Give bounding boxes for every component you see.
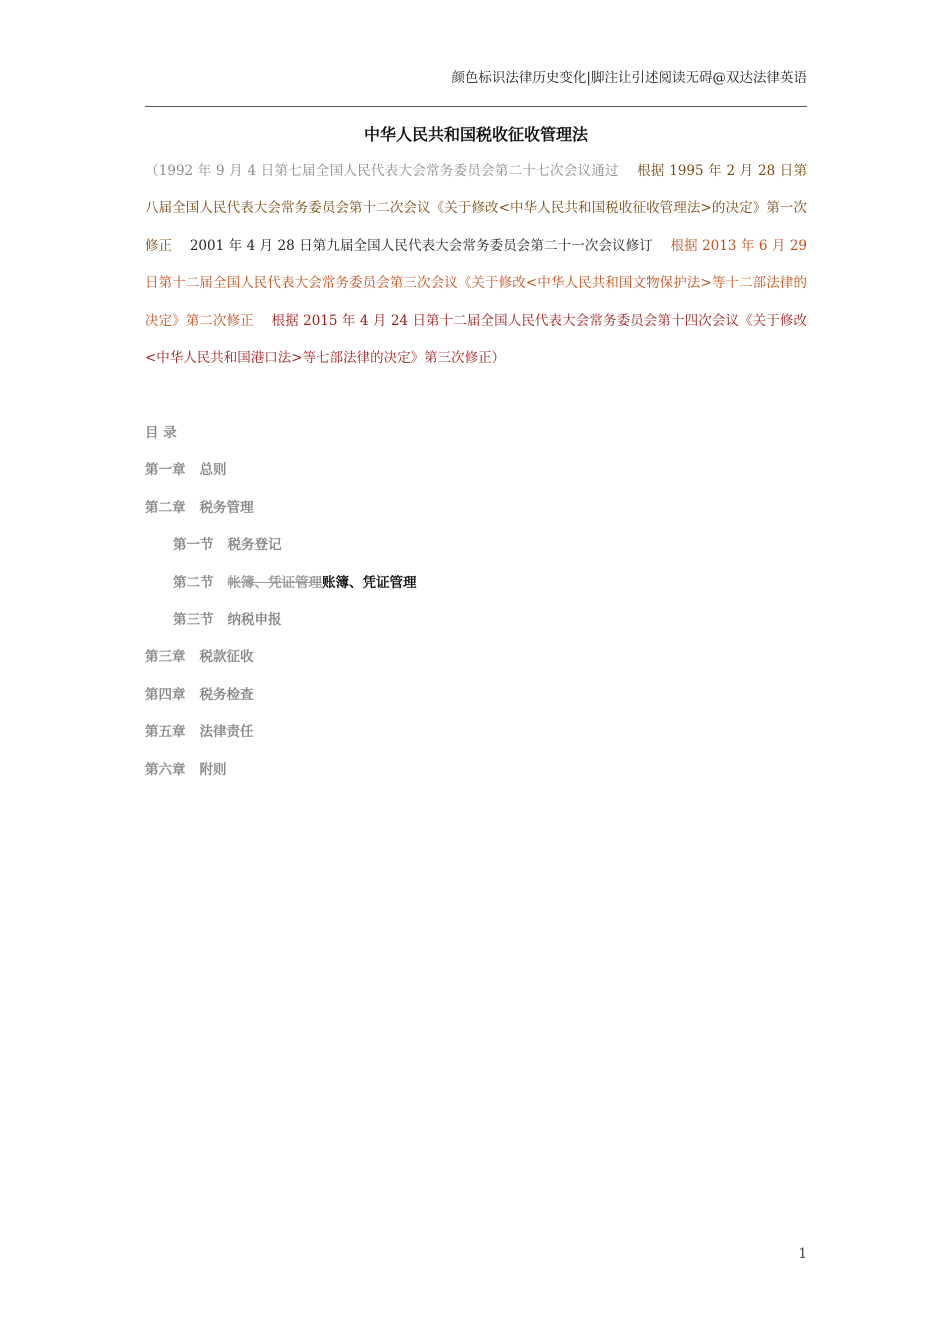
toc-section-title: 纳税申报 (227, 611, 282, 628)
history-2001: 2001 年 4 月 28 日第九届全国人民代表大会常务委员会第二十一次会议修订 (189, 237, 653, 254)
history-2015: 根据 2015 年 4 月 24 日第十二届全国人民代表大会常务委员会第十四次会议《关于修改<中华人民共和国港口法>等七部法律的决定》第三次修正 (145, 312, 807, 367)
toc-chapter-num: 第二章 (145, 499, 186, 516)
table-of-contents (145, 415, 807, 789)
toc-section-num: 第二节 (173, 574, 214, 591)
close-paren: ） (491, 350, 506, 367)
toc-section-1[interactable] (145, 527, 807, 564)
history-1995: 根据 1995 年 2 月 28 日第八届全国人民代表大会常务委员会第十二次会议《关于修改<中华人民共和国税收征收管理法>的决定》第一次修正 (145, 163, 808, 254)
law-title: 中华人民共和国税收征收管理法 (363, 125, 588, 144)
toc-chapter-num: 第五章 (145, 724, 186, 741)
toc-chapter-num: 第一章 (145, 462, 186, 479)
page-number: 1 (798, 1246, 807, 1262)
toc-chapter-title: 税务检查 (199, 686, 254, 703)
toc-section-title-inserted: 账簿、凭证管理 (322, 574, 417, 591)
toc-heading: 目 录 (145, 425, 177, 441)
toc-chapter-title: 总则 (199, 462, 227, 479)
page-header: 颜色标识法律历史变化|脚注让引述阅读无碍@双达法律英语 (451, 70, 807, 86)
open-paren: （ (145, 163, 159, 179)
toc-section-2[interactable] (145, 565, 807, 602)
toc-section-num: 第一节 (173, 537, 214, 554)
toc-chapter-title: 附则 (199, 761, 227, 778)
toc-chapter-num: 第四章 (145, 686, 186, 703)
amendment-history (145, 153, 807, 377)
header-rule (145, 106, 807, 107)
toc-chapter-4[interactable] (145, 677, 807, 714)
toc-chapter-num: 第三章 (145, 649, 186, 666)
toc-chapter-title: 税务管理 (199, 499, 254, 516)
toc-chapter-5[interactable] (145, 714, 807, 751)
toc-chapter-title: 税款征收 (199, 649, 254, 666)
history-2013: 根据 2013 年 6 月 29 日第十二届全国人民代表大会常务委员会第三次会议《关于修改<中华人民共和国文物保护法>等十二部法律的决定》第二次修正 (145, 237, 807, 329)
toc-section-title-deleted: 帐簿、凭证管理 (227, 574, 322, 591)
toc-chapter-1[interactable] (145, 452, 807, 489)
toc-chapter-num: 第六章 (145, 761, 186, 778)
history-1992: 1992 年 9 月 4 日第七届全国人民代表大会常务委员会第二十七次会议通过 (158, 163, 619, 179)
toc-chapter-2[interactable] (145, 490, 807, 527)
toc-chapter-3[interactable] (145, 639, 807, 676)
toc-section-3[interactable] (145, 602, 807, 639)
toc-section-num: 第三节 (173, 611, 214, 628)
toc-chapter-6[interactable] (145, 752, 807, 789)
toc-section-title: 税务登记 (227, 537, 282, 554)
toc-chapter-title: 法律责任 (199, 724, 254, 741)
